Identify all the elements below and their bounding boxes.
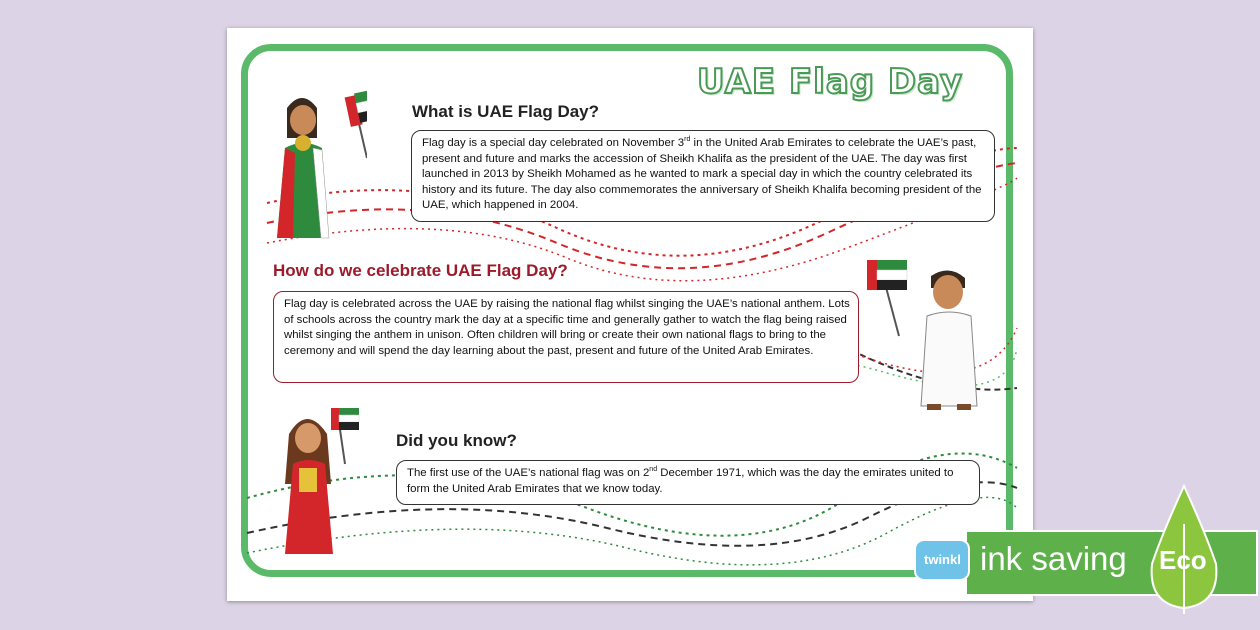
section-text-how-celebrate: Flag day is celebrated across the UAE by raising the national flag whilst singing the UAE’s national anthem. Lots of schools across the country mark the day at a specific time and generally gather to watch the flag being raised whilst singing the anthem in unison. Often children will bring or create their own national flags to bring to the ceremony and will spend the day learning about the past, present and future of the United Arab Emirates. (273, 291, 859, 383)
ink-saving-label: ink saving (980, 540, 1127, 577)
superscript: nd (649, 466, 658, 474)
twinkl-logo-text: twinkl (924, 552, 961, 567)
section-heading-did-you-know: Did you know? (396, 431, 517, 450)
girl-with-flag-illustration (267, 88, 367, 248)
girl-in-red-dress-illustration (279, 404, 369, 564)
section-heading-what-is: What is UAE Flag Day? (412, 102, 600, 121)
section-text-what-is (411, 130, 995, 222)
eco-label: Eco (1159, 545, 1207, 575)
paragraph-text: in the United Arab Emirates to celebrate the UAE’s past, present and future and marks the accession of Sheikh Khalifa as the president of the UAE. The day was first launched in 2013 by Sheikh Mohamed as he wanted to mark a special day in which the country celebrated its history and its future. The day also commemorates the anniversary of Sheikh Khalifa becoming president of the UAE, which happened in 2004. (422, 137, 982, 211)
superscript: rd (684, 136, 691, 144)
page-title: UAE Flag Day (697, 62, 964, 102)
section-text-did-you-know (396, 460, 980, 505)
twinkl-logo (914, 539, 970, 581)
worksheet-page (227, 28, 1033, 601)
boy-with-flag-illustration (859, 256, 989, 418)
section-heading-how-celebrate: How do we celebrate UAE Flag Day? (273, 261, 568, 280)
paragraph-text: The first use of the UAE’s national flag was on 2 (407, 467, 650, 479)
paragraph-text: Flag day is a special day celebrated on November 3 (422, 137, 685, 149)
paragraph-text: December 1971, which was the day the emirates united to form the United Arab Emirates that we know today. (407, 467, 954, 495)
